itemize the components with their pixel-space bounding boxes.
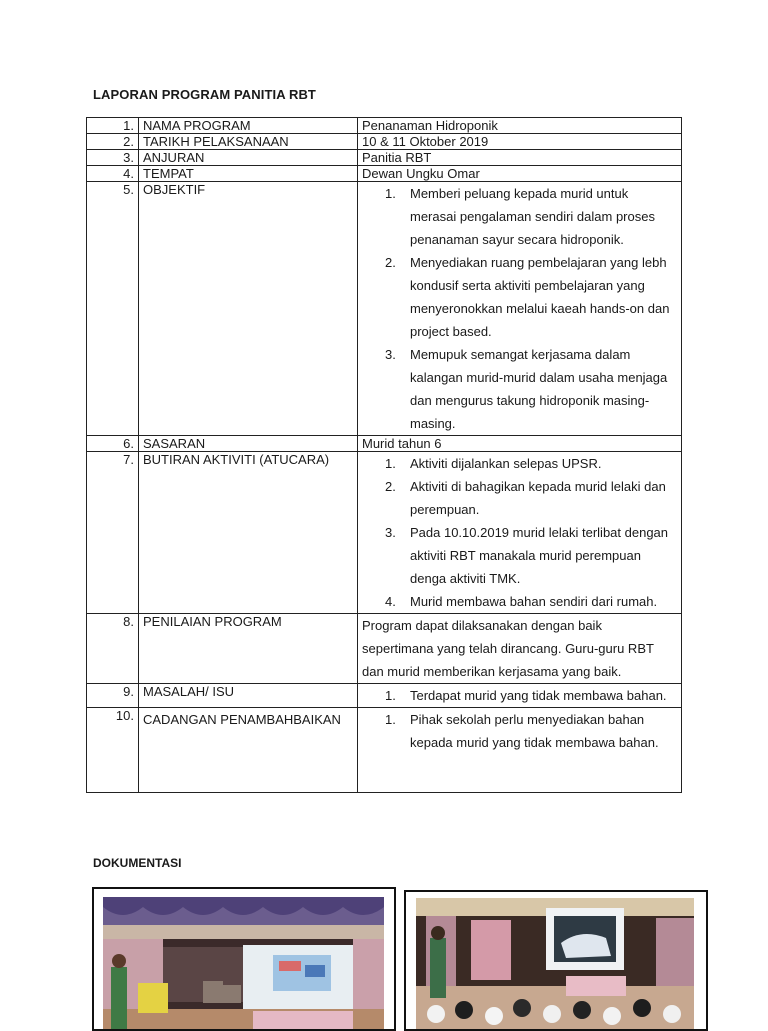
row-number: 5. bbox=[87, 182, 139, 436]
row-value: Murid tahun 6 bbox=[358, 436, 682, 452]
row-label: NAMA PROGRAM bbox=[139, 118, 358, 134]
row-number: 6. bbox=[87, 436, 139, 452]
objective-list bbox=[362, 182, 677, 435]
hall-presentation-photo bbox=[103, 897, 384, 1029]
students-watching-screen-photo bbox=[416, 898, 694, 1029]
row-number: 10. bbox=[87, 708, 139, 793]
list-item: 3. Pada 10.10.2019 murid lelaki terlibat dengan aktiviti RBT manakala murid perempuan denga aktiviti TMK. bbox=[385, 525, 669, 586]
row-value: Panitia RBT bbox=[358, 150, 682, 166]
table-row bbox=[87, 182, 682, 436]
row-value: Dewan Ungku Omar bbox=[358, 166, 682, 182]
row-number: 3. bbox=[87, 150, 139, 166]
table-row bbox=[87, 684, 682, 708]
row-number: 4. bbox=[87, 166, 139, 182]
row-label: PENILAIAN PROGRAM bbox=[139, 614, 358, 684]
table-row bbox=[87, 436, 682, 452]
suggestion-list bbox=[362, 708, 677, 754]
row-label: SASARAN bbox=[139, 436, 358, 452]
table-row bbox=[87, 134, 682, 150]
row-number: 1. bbox=[87, 118, 139, 134]
row-number: 8. bbox=[87, 614, 139, 684]
row-value: Program dapat dilaksanakan dengan baik sepertimana yang telah dirancang. Guru-guru RBT dan murid memberikan kerjasama yang baik. bbox=[358, 614, 682, 684]
list-item: 1. Terdapat murid yang tidak membawa bahan. bbox=[385, 688, 667, 703]
table-row bbox=[87, 614, 682, 684]
documentation-photo-frame bbox=[404, 890, 708, 1031]
row-label: OBJEKTIF bbox=[139, 182, 358, 436]
row-number: 7. bbox=[87, 452, 139, 614]
suggestion-list-cell bbox=[358, 708, 682, 793]
documentation-photo-frame bbox=[92, 887, 396, 1031]
row-label: ANJURAN bbox=[139, 150, 358, 166]
row-label: CADANGAN PENAMBAHBAIKAN bbox=[139, 708, 358, 793]
objective-list-cell bbox=[358, 182, 682, 436]
row-label: TARIKH PELAKSANAAN bbox=[139, 134, 358, 150]
report-title: LAPORAN PROGRAM PANITIA RBT bbox=[93, 87, 316, 102]
list-item: 1. Memberi peluang kepada murid untuk merasai pengalaman sendiri dalam proses penanaman sayur secara hidroponik. bbox=[385, 186, 655, 247]
row-number: 9. bbox=[87, 684, 139, 708]
list-item: 1. Pihak sekolah perlu menyediakan bahan kepada murid yang tidak membawa bahan. bbox=[385, 712, 659, 750]
row-label: TEMPAT bbox=[139, 166, 358, 182]
row-value: Penanaman Hidroponik bbox=[358, 118, 682, 134]
list-item: 2. Menyediakan ruang pembelajaran yang lebh kondusif serta aktiviti pembelajaran yang menyeronokkan melalui kaeah hands-on dan project based. bbox=[385, 255, 670, 339]
row-label: BUTIRAN AKTIVITI (ATUCARA) bbox=[139, 452, 358, 614]
table-row bbox=[87, 166, 682, 182]
documentation-heading: DOKUMENTASI bbox=[93, 856, 182, 870]
report-table bbox=[86, 117, 682, 793]
list-item: 2. Aktiviti di bahagikan kepada murid lelaki dan perempuan. bbox=[385, 479, 666, 517]
issue-list-cell bbox=[358, 684, 682, 708]
table-row bbox=[87, 150, 682, 166]
activity-list-cell bbox=[358, 452, 682, 614]
table-row bbox=[87, 118, 682, 134]
row-number: 2. bbox=[87, 134, 139, 150]
table-row bbox=[87, 452, 682, 614]
table-row bbox=[87, 708, 682, 793]
list-item: 3. Memupuk semangat kerjasama dalam kalangan murid-murid dalam usaha menjaga dan mengurus takung hidroponik masing-masing. bbox=[385, 347, 668, 431]
issue-list bbox=[362, 684, 677, 707]
row-label: MASALAH/ ISU bbox=[139, 684, 358, 708]
row-value: 10 & 11 Oktober 2019 bbox=[358, 134, 682, 150]
list-item: 4. Murid membawa bahan sendiri dari rumah. bbox=[385, 594, 658, 609]
activity-list bbox=[362, 452, 677, 613]
list-item: 1. Aktiviti dijalankan selepas UPSR. bbox=[385, 456, 602, 471]
